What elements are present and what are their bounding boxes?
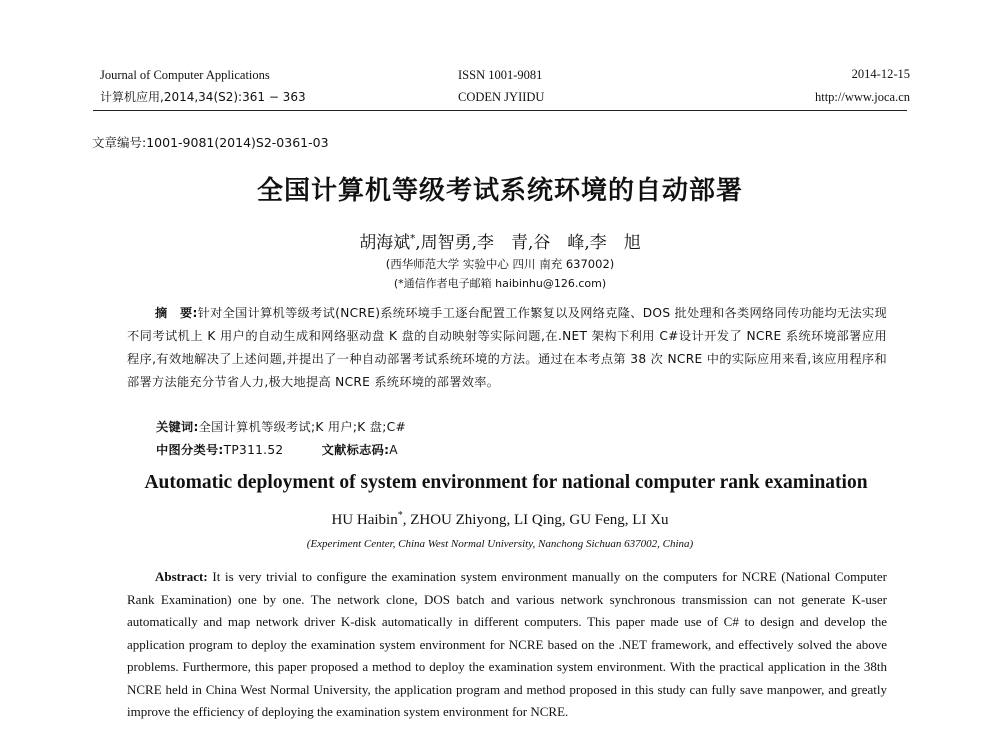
issn: ISSN 1001-9081 — [458, 68, 543, 82]
abstract-cn-label: 摘 要: — [155, 306, 198, 320]
keywords-cn-label: 关键词: — [156, 420, 199, 434]
doc-code-value: A — [389, 443, 398, 457]
header-rule — [93, 110, 907, 111]
keywords-cn — [156, 418, 406, 435]
affiliation-en: (Experiment Center, China West Normal University, Nanchong Sichuan 637002, China) — [306, 538, 694, 550]
title-cn: 全国计算机等级考试系统环境的自动部署 — [256, 176, 743, 206]
corresponding-mark-cn: * — [410, 233, 416, 245]
author-cn-first: 胡海斌 — [359, 233, 411, 253]
author-en-first: HU Haibin — [331, 512, 398, 528]
abstract-en-label: Abstract: — [155, 569, 208, 584]
classification-line — [156, 441, 398, 458]
journal-url[interactable]: http://www.joca.cn — [814, 90, 910, 104]
title-en: Automatic deployment of system environment for national computer rank examination — [144, 472, 868, 493]
publication-date: 2014-12-15 — [851, 67, 910, 81]
affiliation-cn: (西华师范大学 实验中心 四川 南充 637002) — [385, 257, 615, 271]
abstract-en — [127, 566, 887, 724]
doc-code-label: 文献标志码: — [321, 443, 390, 457]
clc-label: 中图分类号: — [156, 443, 224, 457]
authors-cn — [0, 228, 1000, 253]
journal-citation-cn: 计算机应用,2014,34(S2):361 − 363 — [100, 90, 306, 104]
corresponding-mark-en: * — [397, 510, 403, 521]
authors-en — [0, 510, 1000, 529]
journal-name-en: Journal of Computer Applications — [100, 68, 270, 82]
authors-en-rest: , ZHOU Zhiyong, LI Qing, GU Feng, LI Xu — [402, 512, 669, 528]
corresponding-email-cn: (*通信作者电子邮箱 haibinhu@126.com) — [393, 277, 607, 290]
abstract-en-text: It is very trivial to configure the examination system environment manually on the computers for NCRE (National Computer Rank Examination) one by one. The network clone, DOS batch and various network synchronous transmission can not generate K-user automatically and map network driver K-disk automatically in different computers. This paper made use of C# to design and develop the application program to deploy the examination system environment for NCRE based on the .NET framework, and effectively solved the above problems. Furthermore, this paper proposed a method to deploy the examination system environment. With the practical application in the 38th NCRE held in China West Normal University, the application program and method proposed in this study can fully save manpower, and greatly improve the efficiency of deploying the examination system environment for NCRE. — [127, 569, 887, 719]
abstract-cn — [127, 302, 887, 394]
coden: CODEN JYIIDU — [458, 90, 545, 104]
authors-cn-rest: ,周智勇,李 青,谷 峰,李 旭 — [415, 233, 641, 253]
article-id: 文章编号:1001-9081(2014)S2-0361-03 — [92, 135, 329, 150]
clc-value: TP311.52 — [223, 443, 284, 457]
keywords-cn-text: 全国计算机等级考试;K 用户;K 盘;C# — [198, 420, 406, 434]
abstract-cn-text: 针对全国计算机等级考试(NCRE)系统环境手工逐台配置工作繁复以及网络克隆、DOS 批处理和各类网络同传功能均无法实现不同考试机上 K 用户的自动生成和网络驱动盘 K 盘的自动映射等实际问题,在.NET 架构下利用 C#设计开发了 NCRE 系统环境部署应用程序,有效地解决了上述问题,并提出了一种自动部署考试系统环境的方法。通过在本考点第 38 次 NCRE 中的实际应用来看,该应用程序和部署方法能充分节省人力,极大地提高 NCRE 系统环境的部署效率。 — [127, 306, 887, 389]
